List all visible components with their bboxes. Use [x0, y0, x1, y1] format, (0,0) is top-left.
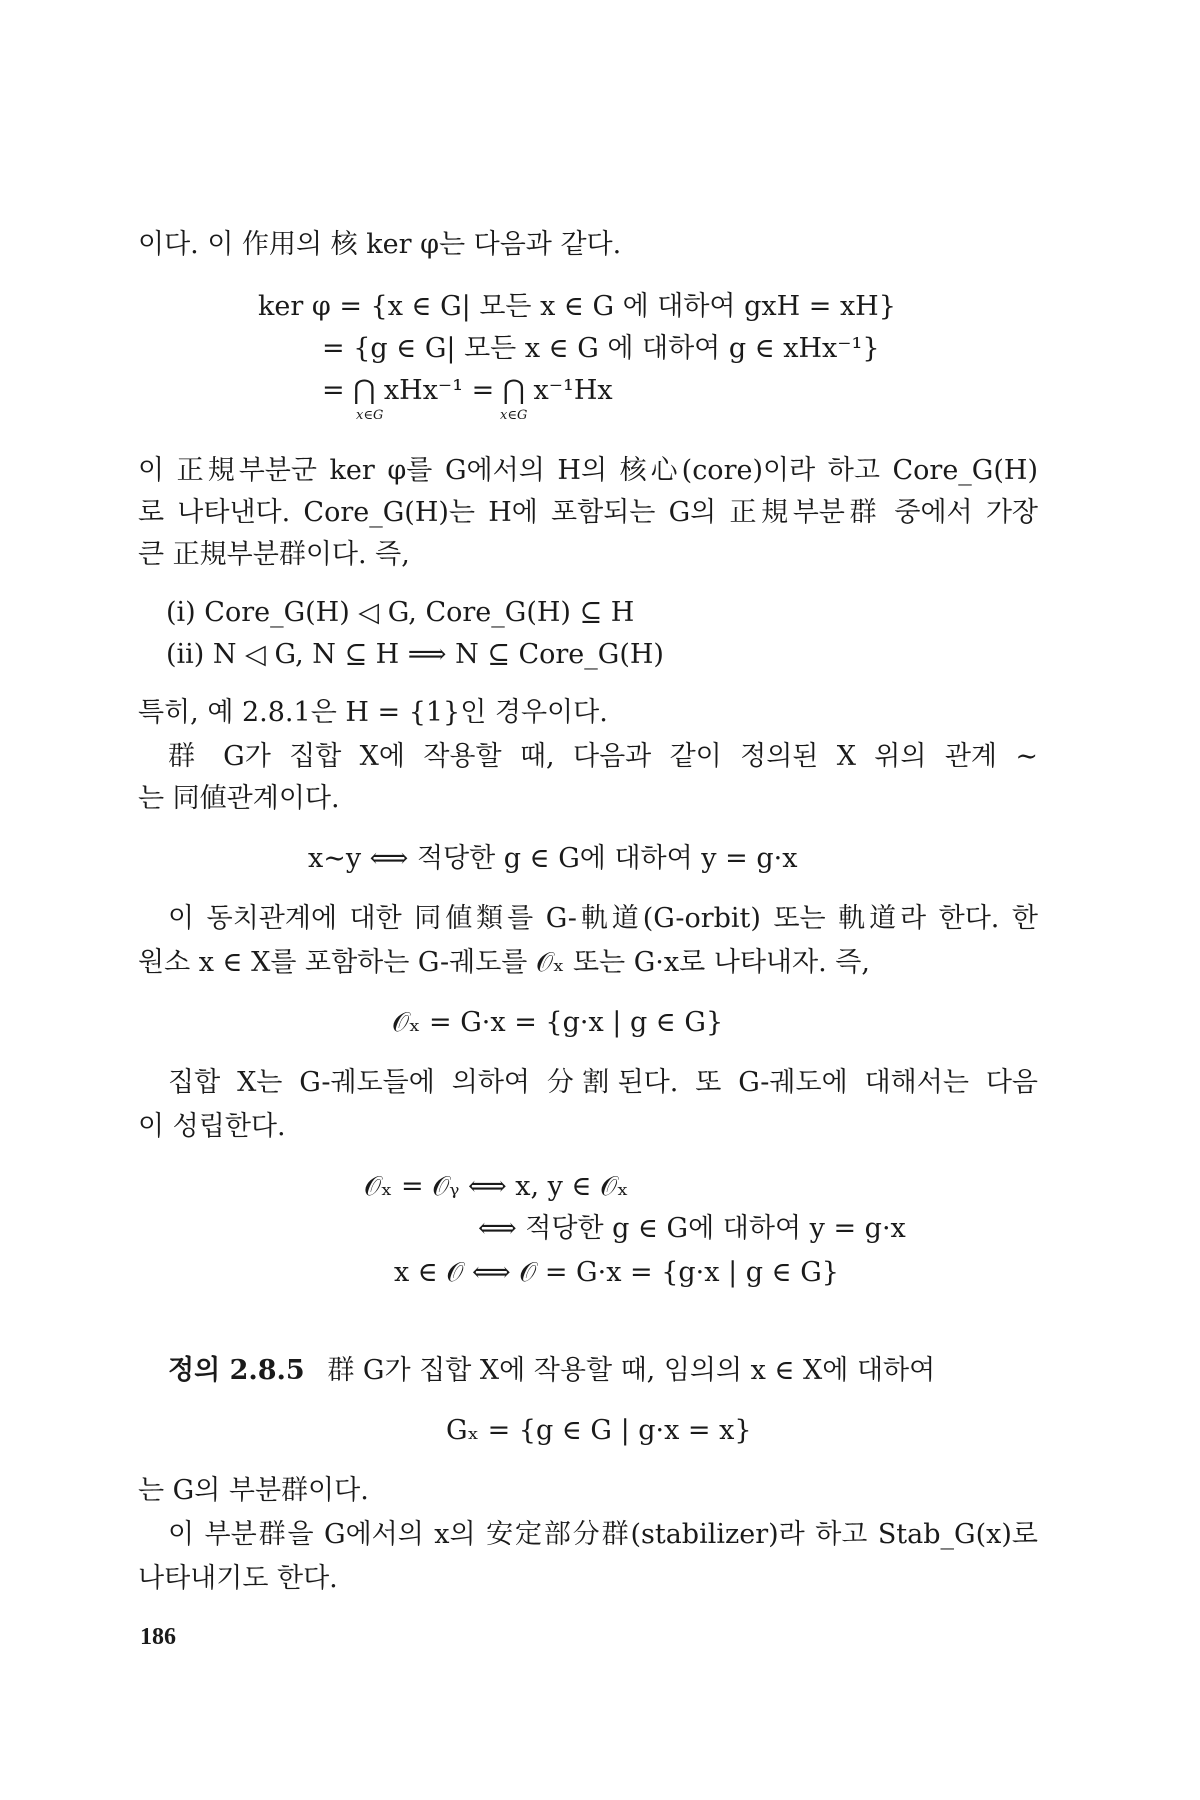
list-item: (i) Core_G(H) ◁ G, Core_G(H) ⊆ H [166, 597, 635, 628]
equation-orbit-equal-2: ⟺ 적당한 g ∈ G에 대하여 y = g·x [478, 1213, 906, 1244]
definition-text: 群 G가 집합 X에 작용할 때, 임의의 x ∈ X에 대하여 [327, 1355, 936, 1386]
equation-kernel-line1: ker φ = {x ∈ G| 모든 x ∈ G 에 대하여 gxH = xH} [258, 291, 896, 322]
intersection-subscript: x∈G [500, 408, 528, 423]
intersection-subscript: x∈G [356, 408, 384, 423]
equation-orbit-equal: 𝒪ₓ = 𝒪ᵧ ⟺ x, y ∈ 𝒪ₓ [364, 1171, 629, 1202]
text-line: 집합 X는 G-궤도들에 의하여 分割된다. 또 G-궤도에 대해서는 다음 [168, 1067, 1038, 1098]
text-line: 이 성립한다. [138, 1111, 286, 1142]
equation-stabilizer: Gₓ = {g ∈ G | g·x = x} [446, 1415, 752, 1446]
page-number: 186 [140, 1624, 176, 1650]
text-line: 나타내기도 한다. [138, 1563, 338, 1594]
definition-line [168, 1352, 1068, 1390]
text-line: 특히, 예 2.8.1은 H = {1}인 경우이다. [138, 697, 608, 728]
equation-kernel-line3: = ⋂ xHx⁻¹ = ⋂ x⁻¹Hx [322, 375, 613, 406]
text-line: 이 동치관계에 대한 同値類를 G-軌道(G-orbit) 또는 軌道라 한다. 한 [168, 903, 1038, 934]
list-item: (ii) N ◁ G, N ⊆ H ⟹ N ⊆ Core_G(H) [166, 639, 664, 670]
text-line: 群 G가 집합 X에 작용할 때, 다음과 같이 정의된 X 위의 관계 ∼ [168, 741, 1038, 772]
equation-equivalence: x∼y ⟺ 적당한 g ∈ G에 대하여 y = g·x [308, 843, 798, 874]
text-line: 이다. 이 作用의 核 ker φ는 다음과 같다. [138, 229, 622, 260]
equation-kernel-line2: = {g ∈ G| 모든 x ∈ G 에 대하여 g ∈ xHx⁻¹} [322, 333, 880, 364]
text-line: 는 G의 부분群이다. [138, 1475, 369, 1506]
equation-orbit-member: x ∈ 𝒪 ⟺ 𝒪 = G·x = {g·x | g ∈ G} [394, 1257, 839, 1288]
text-line: 이 正規부분군 ker φ를 G에서의 H의 核心(core)이라 하고 Core_G(H) [138, 455, 1038, 486]
equation-orbit: 𝒪ₓ = G·x = {g·x | g ∈ G} [392, 1007, 724, 1038]
text-line: 큰 正規부분群이다. 즉, [138, 539, 410, 570]
text-line: 원소 x ∈ X를 포함하는 G-궤도를 𝒪ₓ 또는 G·x로 나타내자. 즉, [138, 947, 870, 978]
text-line: 이 부분群을 G에서의 x의 安定部分群(stabilizer)라 하고 Stab_G(x)로 [168, 1519, 1038, 1550]
definition-label: 정의 2.8.5 [168, 1355, 305, 1386]
text-line: 는 同値관계이다. [138, 783, 340, 814]
text-line: 로 나타낸다. Core_G(H)는 H에 포함되는 G의 正規부분群 중에서 가장 [138, 497, 1038, 528]
